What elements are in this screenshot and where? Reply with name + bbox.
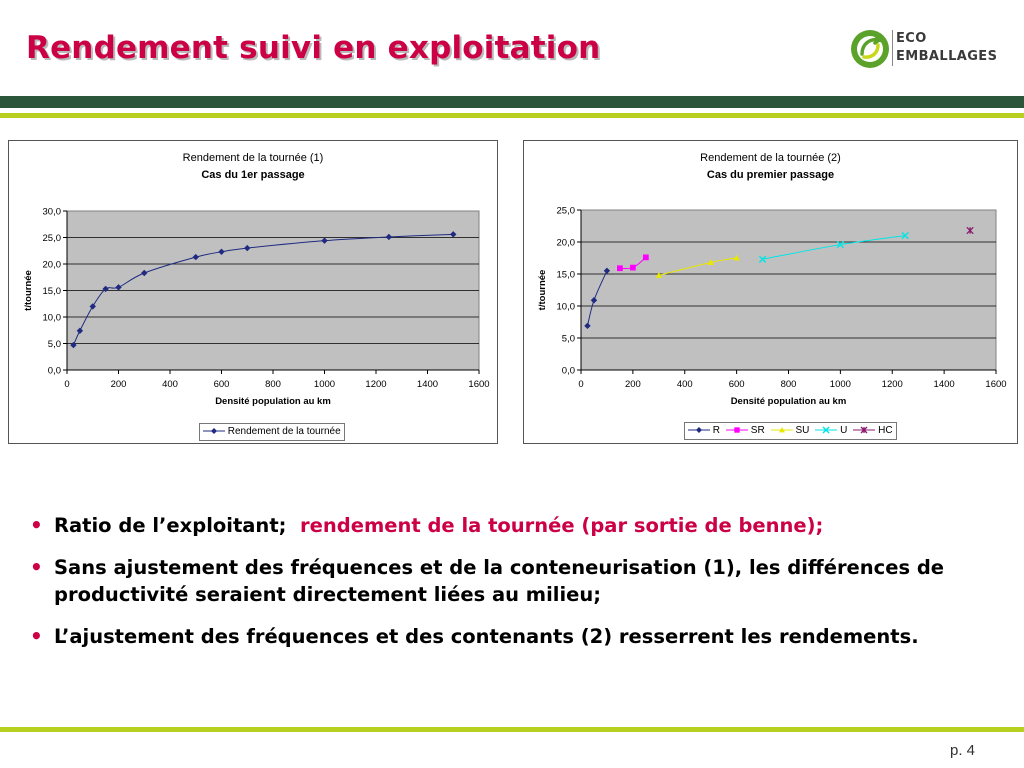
legend-label: R [710,425,720,436]
page-title: Rendement suivi en exploitation [26,30,601,66]
bullet-dot-icon: • [30,555,43,579]
data-point [617,265,623,271]
legend-label: U [837,425,848,436]
legend-item [853,423,892,439]
chart-1-legend [199,423,345,441]
y-axis-label: t/tournée [537,269,548,311]
bullet-dot-icon: • [30,624,43,648]
legend-item [688,423,720,439]
legend-swatch [853,425,875,435]
x-tick-label: 200 [110,379,127,390]
x-tick-label: 800 [265,379,281,390]
x-tick-label: 1000 [313,379,336,390]
y-tick-label: 25,0 [42,233,61,244]
y-axis-label: t/tournée [23,270,34,311]
legend-item [726,423,765,439]
x-tick-label: 1600 [468,379,490,390]
x-axis-label: Densité population au km [215,396,331,407]
eco-emballages-logo [850,26,1010,72]
legend-swatch [688,425,710,435]
x-tick-label: 600 [213,379,230,390]
y-tick-label: 10,0 [42,312,61,324]
x-tick-label: 600 [728,379,745,390]
chart-1-subtitle: Cas du 1er passage [201,169,305,181]
chart-rendement-2 [523,140,1018,444]
y-tick-label: 20,0 [556,237,575,249]
chart-2-subtitle: Cas du premier passage [706,169,835,181]
y-tick-label: 0,0 [561,365,575,377]
bullet-item [30,554,1000,608]
y-tick-label: 25,0 [556,205,575,217]
data-point [696,427,702,433]
bullet-item [30,623,1000,650]
bullet-dot-icon: • [30,513,43,537]
y-tick-label: 20,0 [42,259,61,271]
data-point [211,428,217,434]
bullet-list [30,512,1000,665]
legend-label: SR [748,425,765,436]
x-tick-label: 400 [162,379,178,390]
legend-item [203,424,341,440]
legend-item [771,423,810,439]
x-tick-label: 0 [578,379,584,390]
bullet-item [30,512,1000,539]
bullet-text: Sans ajustement des fréquences et de la conteneurisation (1), les différences de productivité seraient directement liées au milieu; [54,556,945,606]
y-tick-label: 5,0 [561,333,575,345]
chart-2-legend [684,422,897,440]
logo-text-eco: ECO [896,31,927,46]
x-tick-label: 800 [780,379,797,390]
y-tick-label: 5,0 [47,339,61,350]
legend-label: HC [875,425,893,436]
data-point [630,265,636,271]
data-point [643,254,649,260]
x-tick-label: 200 [624,379,641,390]
x-tick-label: 1200 [881,379,903,390]
x-tick-label: 400 [676,379,693,390]
x-tick-label: 1600 [985,379,1007,390]
chart-2-plot [524,141,1017,443]
x-tick-label: 0 [64,379,70,390]
bullet-highlight: rendement de la tournée (par sortie de benne); [300,514,824,537]
chart-2-title: Rendement de la tournée (2) [700,152,841,164]
chart-1-title: Rendement de la tournée (1) [182,152,324,164]
header-band-dark [0,96,1024,108]
legend-item [815,423,847,439]
legend-swatch [726,425,748,435]
y-tick-label: 15,0 [42,286,61,297]
footer-band-lime [0,727,1024,732]
bullet-text: L’ajustement des fréquences et des contenants (2) resserrent les rendements. [54,625,919,648]
logo-text-emballages: EMBALLAGES [896,49,998,64]
plot-area [581,210,996,370]
data-point [734,428,739,433]
x-tick-label: 1400 [933,379,955,390]
legend-label: SU [792,425,810,436]
y-tick-label: 0,0 [47,365,61,377]
chart-1-plot [9,141,497,443]
page-number: p. 4 [950,742,976,759]
legend-label: Rendement de la tournée [225,426,341,437]
recycle-leaf-icon [850,28,890,70]
bullet-text: Ratio de l’exploitant; [54,514,287,537]
x-axis-label: Densité population au km [730,396,847,407]
y-tick-label: 10,0 [556,301,575,313]
x-tick-label: 1400 [416,379,439,390]
legend-swatch [771,425,793,435]
x-tick-label: 1200 [365,379,387,390]
y-tick-label: 15,0 [556,269,575,281]
legend-swatch [815,425,837,435]
y-tick-label: 30,0 [42,206,61,218]
legend-swatch [203,426,225,436]
chart-rendement-1 [8,140,498,444]
header-band-lime [0,113,1024,118]
x-tick-label: 1000 [829,379,851,390]
